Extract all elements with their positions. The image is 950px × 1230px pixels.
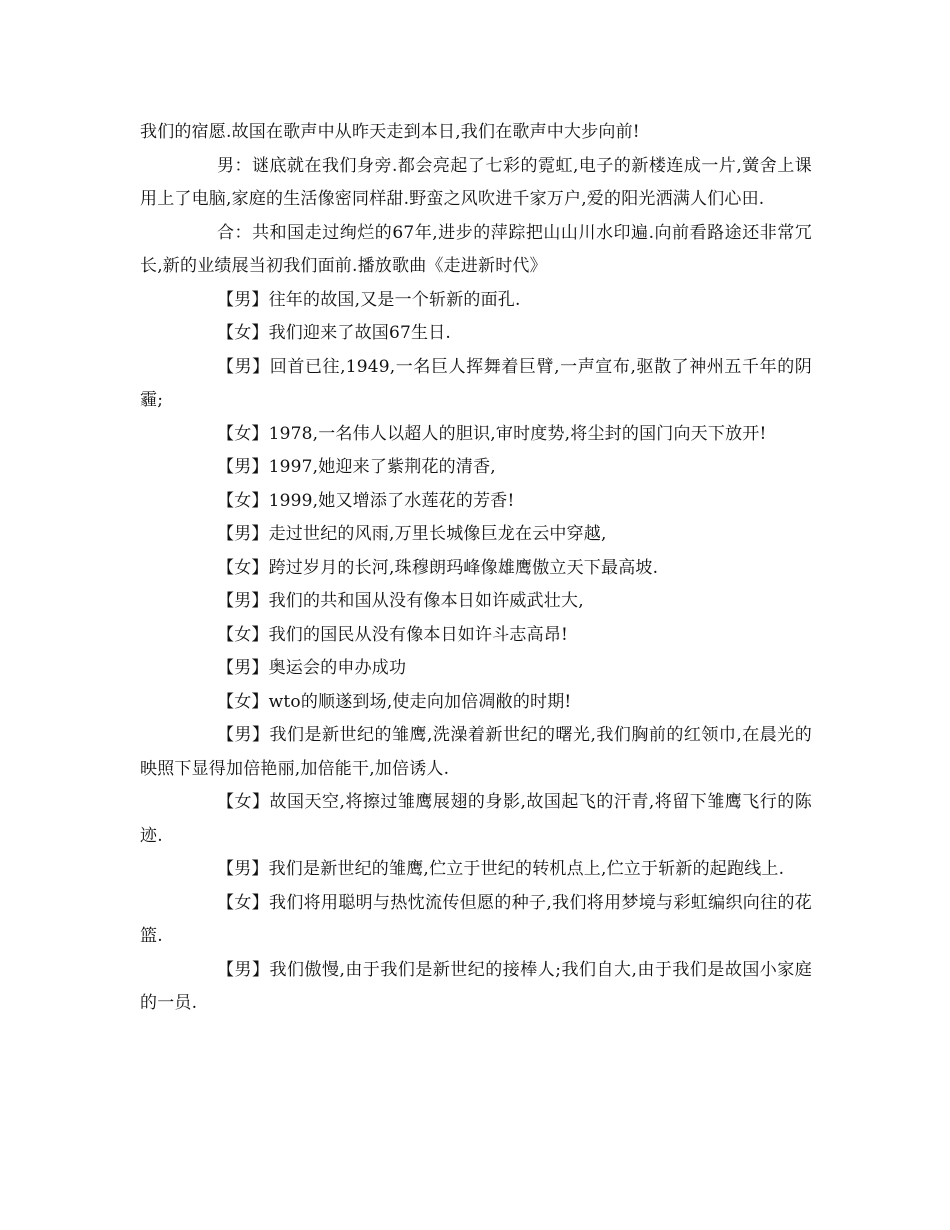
paragraph: 【男】奥运会的申办成功 (217, 658, 407, 678)
paragraph: 【女】故国天空,将擦过雏鹰展翅的身影,故国起飞的汗青,将留下雏鹰飞行的陈迹. (140, 792, 812, 846)
paragraph: 【女】跨过岁月的长河,珠穆朗玛峰像雄鹰傲立天下最高坡. (217, 557, 659, 578)
paragraph: 【男】我们傲慢,由于我们是新世纪的接棒人;我们自大,由于我们是故国小家庭的一员. (140, 959, 812, 1013)
paragraph: 【女】我们的国民从没有像本日如许斗志高昂! (217, 624, 569, 645)
paragraph: 合：共和国走过绚烂的67年,进步的萍踪把山山川水印遍.向前看路途还非常冗长,新的业绩展当初我们面前.播放歌曲《走进新时代》 (140, 222, 812, 276)
paragraph: 【男】1997,她迎来了紫荆花的清香, (217, 457, 496, 477)
paragraph: 【男】往年的故国,又是一个斩新的面孔. (217, 289, 521, 310)
paragraph: 【女】1999,她又增添了水莲花的芳香! (217, 490, 515, 511)
paragraph: 【女】1978,一名伟人以超人的胆识,审时度势,将尘封的国门向天下放开! (217, 423, 767, 444)
paragraph: 【男】我们的共和国从没有像本日如许威武壮大, (217, 591, 584, 611)
paragraph: 【男】走过世纪的风雨,万里长城像巨龙在云中穿越, (217, 524, 607, 544)
paragraph: 【男】我们是新世纪的雏鹰,伫立于世纪的转机点上,伫立于斩新的起跑线上. (217, 859, 785, 879)
paragraph: 【女】我们迎来了故国67生日. (217, 323, 452, 343)
paragraph: 【女】wto的顺遂到场,使走向加倍凋敝的时期! (217, 691, 572, 712)
paragraph: 【男】我们是新世纪的雏鹰,洗澡着新世纪的曙光,我们胸前的红领巾,在晨光的映照下显得加倍艳丽,加倍能干,加倍诱人. (140, 725, 812, 779)
document-body (140, 116, 812, 1021)
paragraph: 我们的宿愿.故国在歌声中从昨天走到本日,我们在歌声中大步向前! (140, 122, 640, 142)
paragraph: 男：谜底就在我们身旁.都会亮起了七彩的霓虹,电子的新楼连成一片,黉舍上课用上了电脑,家庭的生活像密同样甜.野蛮之风吹进千家万户,爱的阳光洒满人们心田. (140, 155, 812, 209)
paragraph: 【女】我们将用聪明与热忱流传但愿的种子,我们将用梦境与彩虹编织向往的花篮. (140, 892, 812, 946)
paragraph: 【男】回首已往,1949,一名巨人挥舞着巨臂,一声宣布,驱散了神州五千年的阴霾; (140, 356, 812, 410)
